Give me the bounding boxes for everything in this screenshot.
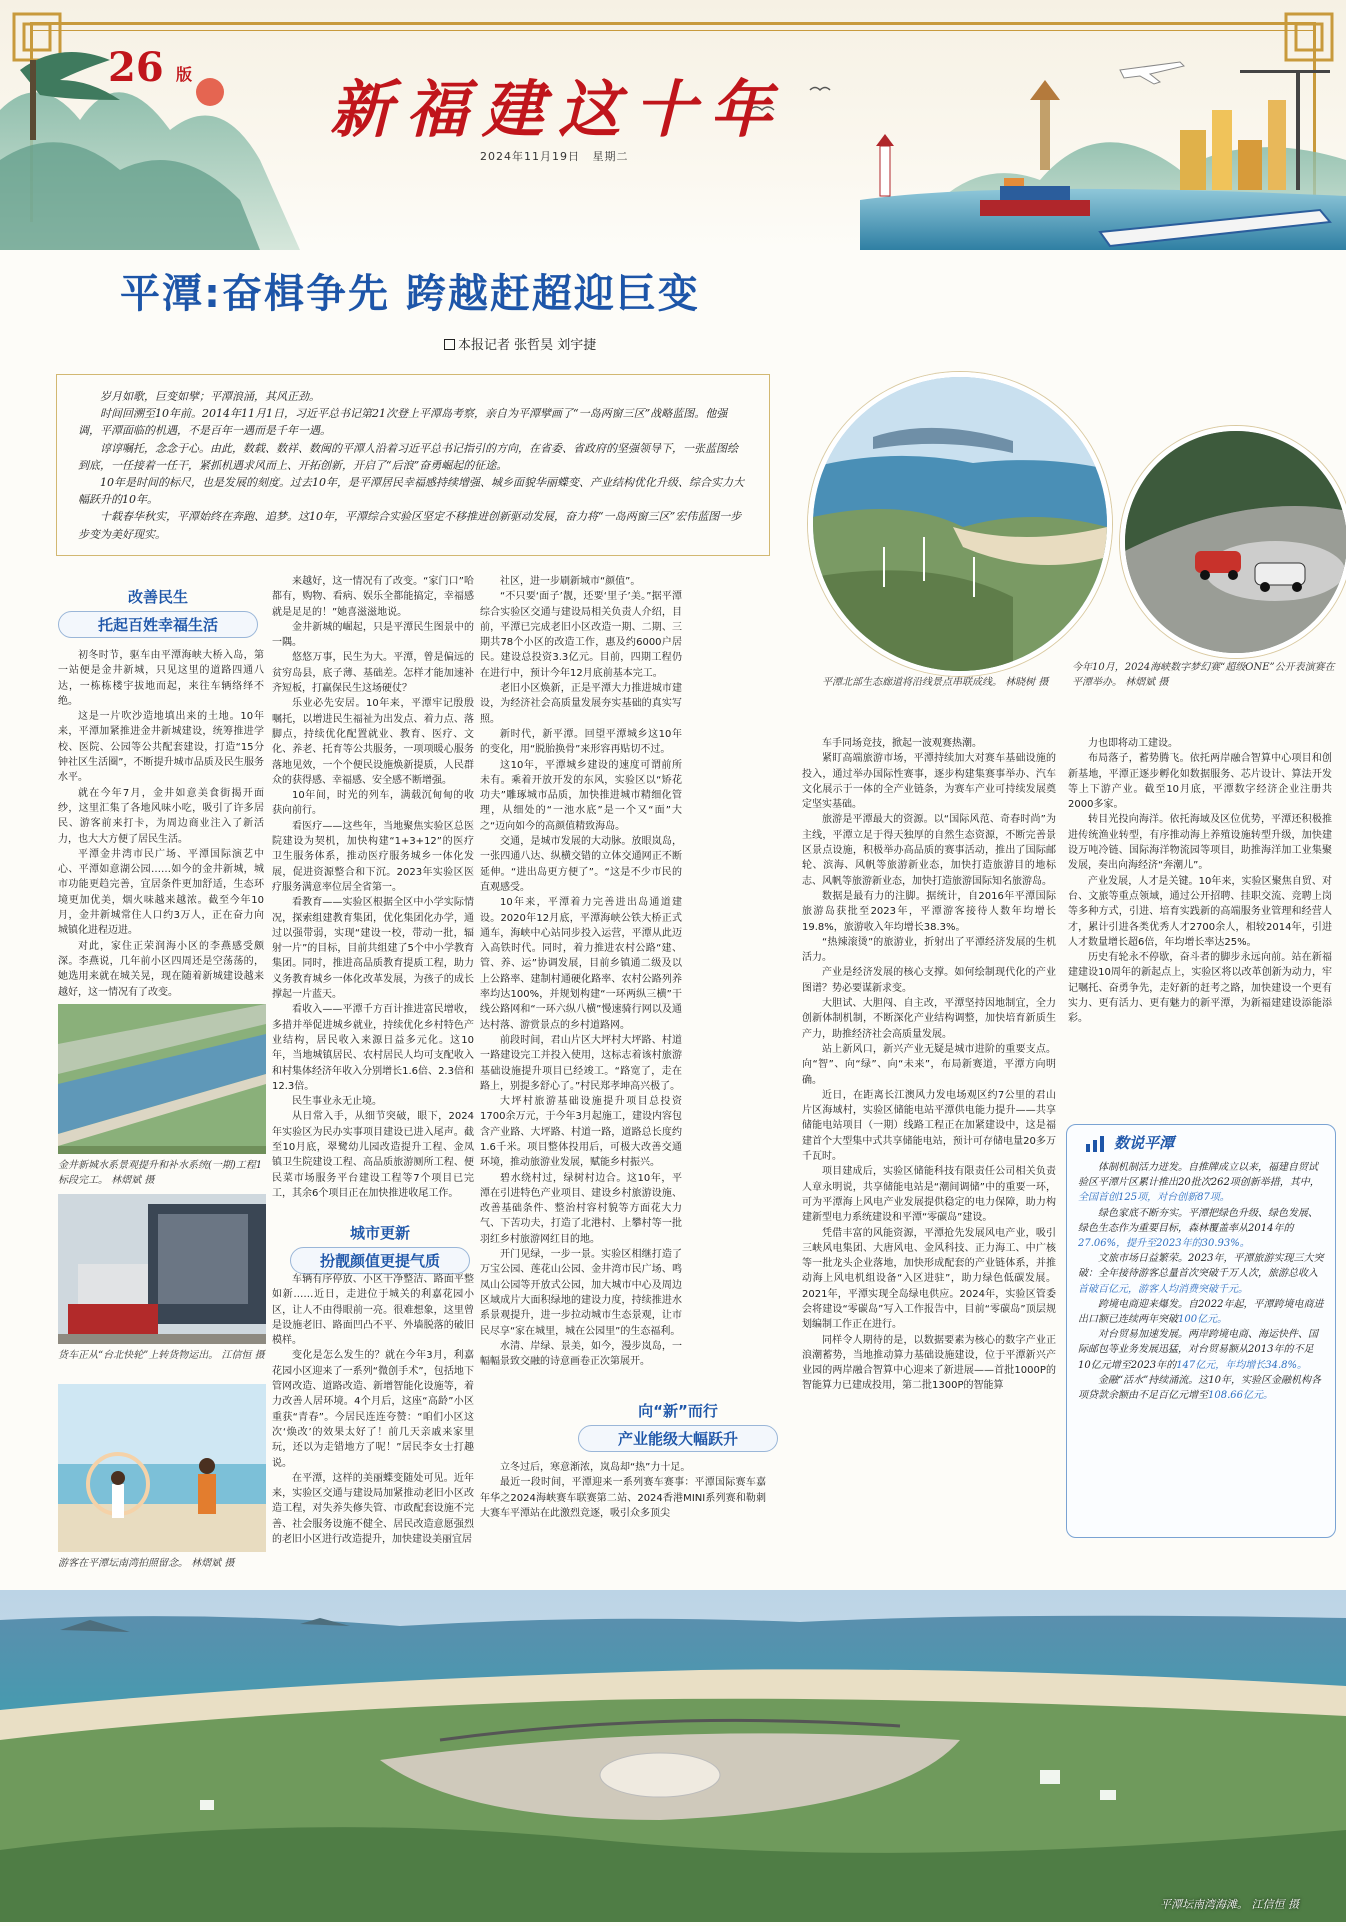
coastline-image (813, 377, 1107, 671)
body-paragraph: 力也即将动工建设。 (1088, 738, 1178, 749)
photo-caption: 货车正从“台北快轮”上转货物运出。 江信恒 摄 (58, 1350, 265, 1361)
body-paragraph: 产业是经济发展的核心支撑。如何绘制现代化的产业图谱？势必要谋新求变。 (802, 967, 1056, 994)
subhead-livelihood (58, 586, 258, 638)
body-paragraph: 就在今年7月，金井如意美食街揭开面纱，这里汇集了各地风味小吃，吸引了许多居民、游客前来打卡，为周边商业注入了新活力，也大大方便了居民生活。 (58, 787, 264, 845)
body-paragraph: 金井新城的崛起，只是平潭民生图景中的一隅。 (272, 621, 474, 649)
lead-paragraph: 岁月如歌，巨变如擘；平潭浪涌，其风正劲。 (100, 390, 320, 403)
column-4 (802, 736, 1056, 1554)
photo-caption: 平潭坛南湾海滩。 江信恒 摄 (1160, 1898, 1299, 1911)
headline: 平潭:奋楫争先 跨越赶超迎巨变 (120, 271, 700, 317)
photo-canal (58, 1004, 266, 1154)
photo-caption: 游客在平潭坛南湾拍照留念。 林熠斌 摄 (58, 1558, 235, 1569)
column-2-top (272, 574, 474, 1222)
issue-date: 2024年11月19日 (480, 150, 580, 163)
body-paragraph: 最近一段时间，平潭迎来一系列赛车赛事：平潭国际赛车嘉年华之2024海峡赛车联赛第二站、2024香港MINI系列赛和勒刺大赛车平潭站在此激烈竞逐，吸引众多顶尖 (480, 1477, 766, 1519)
section-title: 新福建这十年 (330, 73, 787, 146)
body-paragraph: 同样令人期待的是，以数据要素为核心的数字产业正浪潮蓄势，当地推动算力基础设施建设，位于平潭新兴产业园的两岸融合智算中心迎来了新进展——首批1000P的智能算力已建成投用，第二批1300P的智能算 (802, 1334, 1056, 1392)
page-number: 26 (108, 44, 164, 91)
photo-beach-tourists (58, 1384, 266, 1552)
data-highlight: 全国首创125项，对台创新87项。 (1078, 1192, 1230, 1204)
body-paragraph: 从日常入手，从细节突破，眼下，2024年实验区为民办实事项目建设已进入尾声。截至10月底，翠鹭幼儿园改造提升工程、金凤镇卫生院建设工程、高品质旅游厕所工程、便民菜市场服务平台建设工程等7个项目已完工，其余6个项目正在加快推进收尾工作。 (272, 1111, 474, 1199)
body-paragraph: 10年来，平潭着力完善进出岛通道建设。2020年12月底，平潭海峡公铁大桥正式通车，海峡中心站同步投入运营，平潭从此迈入高铁时代。同时，着力推进农村公路“建、管、养、运”协调发展，目前乡镇通二级及以上公路率、建制村通硬化路率、农村公路列养率均达100%，并规划构建“一环两纵三横”干线公路网和“一环六纵八横”慢速骑行网以及通达村落、游赏景点的乡村道路网。 (480, 897, 682, 1031)
data-item: 跨境电商迎来爆发。自2022年起，平潭跨境电商进出口额已连续两年突破100亿元。 (1078, 1298, 1324, 1326)
photo-panorama-bay (0, 1590, 1346, 1922)
body-paragraph: 变化是怎么发生的？就在今年3月，利嘉花园小区迎来了一系列“微创手术”，包括地下管网改造、道路改造、新增智能化设施等，着力改善人居环境。4个月后，这座“高龄”小区重获“青春”。今居民连连夸赞：“咱们小区这次‘焕改’的效果太好了！前几天亲戚来家里玩，还以为走错地方了呢！”居民李女士打趣说。 (272, 1350, 474, 1469)
body-paragraph: 这10年，平潭城乡建设的速度可谓前所未有。乘着开放开发的东风，实验区以“矫花功夫”雕琢城市品质，加快推进城市精细化管理，从细处的“一池水底”是一个又“面”大之“迈向如今的高颜值精致海岛。 (480, 759, 682, 832)
beach-image (58, 1384, 266, 1552)
body-paragraph: 在平潭，这样的美丽蝶变随处可见。近年来，实验区交通与建设局加紧推动老旧小区改造工程，对失养失修失管、市政配套设施不完善、社会服务设施不健全、居民改造意愿强烈的老旧小区进行改造提升，加快建设美丽宜居 (272, 1472, 474, 1546)
body-paragraph: 民生事业永无止境。 (292, 1096, 382, 1108)
body-paragraph: 来越好，这一情况有了改变。“家门口”哈都有，购物、看病、娱乐全都能搞定，幸福感就是足足的！”她喜滋滋地说。 (272, 576, 474, 618)
photo-caption: 今年10月，2024海峡数字梦幻赛“超级ONE”公开表演赛在平潭举办。 林熠斌 摄 (1072, 662, 1335, 688)
body-paragraph: 乐业必先安居。10年来，平潭牢记殷殷嘱托，以增进民生福祉为出发点、着力点、落脚点，持续优化配置就业、教育、医疗、文化、养老、托育等公共服务，一项项暖心服务落地见效，一个个便民设施焕新提质，人民群众的获得感、幸福感、安全感不断增强。 (272, 698, 474, 786)
lead-paragraph: 十载春华秋实，平潭始终在奔跑、追梦。这10年，平潭综合实验区坚定不移推进创新驱动发展，奋力将“一岛两窗三区”宏伟蓝图一步步变为美好现实。 (78, 510, 742, 541)
subhead-line2: 扮靓颜值更提气质 (290, 1247, 470, 1274)
body-paragraph: 老旧小区焕新，正是平潭大力推进城市建设，为经济社会高质量发展夯实基础的真实写照。 (480, 683, 682, 725)
photo-caption: 金井新城水系景观提升和补水系统(一期)工程1标段完工。 林熠斌 摄 (58, 1160, 263, 1186)
body-paragraph: 前段时间，君山片区大坪村大坪路、村道一路建设完工并投入使用，这标志着该村旅游基础设施提升项目已经竣工。“路宽了，走在路上，别提多舒心了。”村民郑孝坤高兴极了。 (480, 1034, 682, 1092)
body-paragraph: 水清、岸绿、景美，如今，漫步岚岛，一幅幅景致交融的诗意画卷正次第展开。 (480, 1340, 682, 1368)
body-paragraph: 数据是最有力的注脚。据统计，自2016年平潭国际旅游岛获批至2023年，平潭游客接待人数年均增长19.8%，旅游收入年均增长38.3%。 (802, 890, 1056, 933)
date-line (480, 148, 637, 164)
body-paragraph: 对此，家住正荣润海小区的李燕感受颇深。李燕说，几年前小区四周还是空荡荡的，她选用来就在城关晃，现在随着新城建设越来越好，这一情况有了改变。 (58, 940, 264, 998)
data-item: 文旅市场日益繁荣。2023年，平潭旅游实现三大突破：全年接待游客总量首次突破千万人次，旅游总收入首破百亿元，游客人均消费突破千元。 (1078, 1253, 1324, 1295)
body-paragraph: 碧水绕村过，绿树村边合。这10年，平潭在引进特色产业项目、建设乡村旅游设施、改善基础条件、整治村容村貌等方面花大力气、下苦功夫，打造了北港村、上攀村等一批羽红乡村旅游网红目的地。 (480, 1172, 682, 1245)
byline-box-icon (444, 339, 455, 350)
subhead-line1: 改善民生 (127, 588, 188, 606)
subhead-line1: 城市更新 (349, 1224, 410, 1242)
data-box-title: 数说平潭 (1114, 1134, 1175, 1152)
body-paragraph: 历史有轮永不停歇，奋斗者的脚步永远向前。站在新福建建设10周年的新起点上，实验区将以改革创新为动力，牢记嘱托、奋勇争先，走好新的赶考之路，加快建设一个更有实力、更有活力、更有魅力的新平潭，为新福建建设添能添彩。 (1068, 952, 1332, 1025)
body-paragraph: 产业发展，人才是关键。10年来，实验区聚焦自贸、对台、文旅等重点领域，通过公开招聘、挂职交流、竞聘上岗等多种方式，引进、培育实践新的高端服务业管理和经营人才，累计引进各类优秀人才2700余人，相较2014年，引进人才数量增长超6倍，年均增长率达25%。 (1068, 875, 1332, 948)
byline-text: 本报记者 张哲昊 刘宇捷 (458, 338, 597, 353)
lead-paragraphs (78, 388, 746, 543)
data-item: 绿色家底不断夯实。平潭把绿色升级、绿色发展、绿色生态作为重要目标，森林覆盖率从2014年的27.06%，提升至2023年的30.93%。 (1078, 1207, 1318, 1250)
body-paragraph: 旅游是平潭最大的资源。以“国际风范、奇春时尚”为主线，平潭立足于得天独厚的自然生态资源，不断完善景区景点设施，积极举办高品质的赛事活动，推出了国际邮轮、滨海、风帆等旅游新业态，加快打造旅游目的地标志、风帆等旅游新业态，加快打造旅游国际知名旅游岛。 (802, 814, 1056, 887)
data-item: 对台贸易加速发展。两岸跨境电商、海运快件、国际邮包等业务发展迅猛，对台贸易额从2013年的不足10亿元增至2023年的147亿元，年均增长34.8%。 (1078, 1329, 1318, 1371)
body-paragraph: 近日，在距离长江澳风力发电场观区约7公里的君山片区海域村，实验区储能电站平潭供电能力提升——共享储能电站项目（一期）线路工程正在加紧建设中，这是福建首个大型集中式共享储能电站，预计可存储电量20多万千瓦时。 (802, 1089, 1056, 1163)
subhead-industry (578, 1400, 778, 1452)
body-paragraph: 紧盯高端旅游市场，平潭持续加大对赛车基础设施的投入，通过举办国际性赛事，逐步构建集赛事举办、汽车文化展示于一体的全产业链条，为赛车产业可持续发展奠定坚实基础。 (802, 753, 1056, 811)
column-1 (58, 648, 264, 1000)
data-highlight: 首破百亿元，游客人均消费突破千元。 (1078, 1283, 1248, 1295)
lead-paragraph: 时间回溯至10年前。2014年11月1日，习近平总书记第21次登上平潭岛考察，亲自为平潭擘画了“一岛两窗三区”战略蓝图。他强调，平潭面临的机遇，不是百年一遇而是千年一遇。 (78, 407, 728, 438)
body-paragraph: 转目光投向海洋。依托海域及区位优势，平潭还积极推进传统渔业转型，有序推动海上养殖设施转型升级，加快建设万吨冷链、国际海洋物流园等项目，助推海洋加工业集聚发展，奏出向海经济“奔潮儿”。 (1068, 814, 1332, 872)
data-highlight: 108.66亿元。 (1208, 1390, 1273, 1402)
column-3-top (480, 574, 682, 1412)
byline (444, 334, 596, 353)
column-2-bottom (272, 1272, 474, 1554)
subhead-urban-renewal (290, 1222, 470, 1274)
cargo-image (58, 1194, 266, 1344)
racing-image (1125, 431, 1346, 653)
column-5 (1068, 736, 1332, 1116)
body-paragraph: 车手同场竞技，掀起一波观赛热潮。 (822, 738, 982, 749)
body-paragraph: 10年间，时光的列车，满载沉甸甸的收获向前行。 (272, 790, 474, 817)
body-paragraph: 立冬过后，寒意渐浓，岚岛却“热”力十足。 (500, 1462, 691, 1473)
panorama-image (0, 1590, 1346, 1922)
body-paragraph: 布局落子，蓄势腾飞。依托两岸融合智算中心项目和创新基地，平潭正逐步孵化如数据服务、芯片设计、算法开发等上下游产业。截至10月底，平潭数字经济企业注册共2000多家。 (1068, 753, 1332, 811)
body-paragraph: 平潭金井湾市民广场、平潭国际演艺中心、平潭如意湖公园……如今的金井新城，城市功能更趋完善，宜居条件更加舒适，生态环境更加优美，烟火味越来越浓。截至今年10月，金井新城常住人口约3万人，正在奋力向城镇化进程迈进。 (58, 848, 264, 937)
page-number-suffix: 版 (176, 65, 193, 84)
body-paragraph: 站上新风口，新兴产业无疑是城市进阶的重要支点。向“智”、向“绿”、向“未来”，布局新赛道，平潭方向明确。 (802, 1043, 1056, 1086)
photo-cargo-ship (58, 1194, 266, 1344)
subhead-line1: 向“新”而行 (638, 1402, 718, 1420)
body-paragraph: 悠悠万事，民生为大。平潭，曾是偏远的贫穷岛县，底子薄、基础差。怎样才能加速补齐短板，打赢保民生这场硬仗？ (272, 652, 474, 695)
subhead-line2: 托起百姓幸福生活 (58, 611, 258, 638)
data-highlight: 147亿元，年均增长34.8%。 (1176, 1359, 1308, 1371)
body-paragraph: 大坪村旅游基础设施提升项目总投资1700余万元，于今年3月起施工，建设内容包含产业路、大坪路、村道一路，道路总长度约1.6千米。项目整体投用后，可极大改善交通环境，推动旅游业发展，赋能乡村振兴。 (480, 1096, 682, 1169)
column-3-bottom (480, 1460, 766, 1554)
body-paragraph: 这是一片吹沙造地填出来的土地。10年来，平潭加紧推进金井新城建设，统筹推进学校、医院、公园等公共配套建设，打造“15分钟社区生活圈”，不断提升城市品质及民生服务水平。 (58, 711, 264, 784)
body-paragraph: 看教育——实验区根据全区中小学实际情况，探索组建教育集团，优化集团化办学，通过以强带弱，实现“建设一校，带动一批，辐射一片”的目标，目前共组建了5个中小学教育集团。同时，推进高品质教育提质工程，助力义务教育城乡一体化改革发展，为孩子的成长撑起一片蓝天。 (272, 897, 474, 1001)
body-paragraph: 社区，进一步刷新城市“颜值”。 (500, 576, 641, 587)
chart-icon (1084, 1134, 1108, 1154)
body-paragraph: 交通，是城市发展的大动脉。放眼岚岛，一张四通八达、纵横交错的立体交通网正不断延伸。“进出岛更方便了”。“这是不少市民的直观感受。 (480, 836, 682, 893)
issue-weekday: 星期二 (592, 150, 629, 163)
body-paragraph: 看医疗——这些年，当地聚焦实验区总医院建设为契机，加快构建“1+3+12”的医疗卫生服务体系，推动医疗服务城乡一体化发展，促进资源整合和下沉。2023年实验区医疗服务满意率位居全省第一。 (272, 820, 474, 893)
body-paragraph: 看收入——平潭千方百计推进富民增收，多措并举促进城乡就业，持续优化乡村特色产业结构，居民收入来源日益多元化。这10年，当地城镇居民、农村居民人均可支配收入和村集体经济年收入分别增长1.6倍、2.3倍和12.3倍。 (272, 1004, 474, 1092)
subhead-line2: 产业能级大幅跃升 (578, 1425, 778, 1452)
body-paragraph: 新时代，新平潭。回望平潭城乡这10年的变化，用“脱胎换骨”来形容再贴切不过。 (480, 728, 682, 756)
body-paragraph: 车辆有序停放、小区干净整洁、路面平整如新……近日，走进位于城关的利嘉花园小区，让人不由得眼前一亮。很难想象，这里曾是设施老旧、路面凹凸不平、外墙脱落的破旧模样。 (272, 1274, 474, 1347)
body-paragraph: “不只要‘面子’靓，还要‘里子’美。”据平潭综合实验区交通与建设局相关负责人介绍，目前，平潭已完成老旧小区改造一期、二期、三期共78个小区的改造工作，惠及约6000户居民。建设总投资3.3亿元。目前，四期工程仍在进行中，预计今年12月底前基本完工。 (480, 591, 682, 679)
body-paragraph: 开门见绿，一步一景。实验区相继打造了万宝公园、莲花山公园、金井湾市民广场、鸣凤山公园等开放式公园，加大城市中心及周边区域成片大面积绿地的建设力度，持续推进水系景观提升，进一步拉动城市生态景观，让市民尽享“家在城里，城在公园里”的生态福利。 (480, 1249, 682, 1337)
photo-caption: 平潭北部生态廊道将沿线景点串联成线。 林晓树 摄 (822, 677, 1049, 688)
data-highlight: 100亿元。 (1178, 1314, 1228, 1326)
lead-paragraph: 谆谆嘱托，念念于心。由此，数载、数祥、数闽的平潭人沿着习近平总书记指引的方向，在省委、省政府的坚强领导下，一张蓝图绘到底，一任接着一任干，紧抓机遇求风而上、开拓创新，开启了“后浪”奋勇崛起的征途。 (78, 441, 738, 472)
data-item: 金融“活水”持续涌流。这10年，实验区金融机构各项贷款余额由不足百亿元增至108.66亿元。 (1078, 1374, 1321, 1402)
data-box-body (1078, 1160, 1324, 1403)
data-item: 体制机制活力迸发。自推牌成立以来，福建自贸试验区平潭片区累计推出20批次262项创新举措，其中，全国首创125项，对台创新87项。 (1078, 1162, 1320, 1204)
canal-image (58, 1004, 266, 1154)
lead-paragraph: 10年是时间的标尺，也是发展的刻度。过去10年，是平潭居民幸福感持续增强、城乡面貌华丽蝶变、产业结构优化升级、综合实力大幅跃升的10年。 (78, 476, 744, 507)
data-highlight: 27.06%，提升至2023年的30.93%。 (1078, 1238, 1250, 1250)
body-paragraph: 初冬时节，驱车由平潭海峡大桥入岛，第一站便是金井新城，只见这里的道路四通八达，一栋栋楼宇拔地而起，来往车辆络绎不绝。 (58, 650, 264, 707)
photo-racing-cars (1120, 426, 1346, 658)
body-paragraph: 凭借丰富的风能资源，平潭抢先发展风电产业，吸引三峡风电集团、大唐风电、金风科技、正力海工、中广核等一批龙头企业落地，加快形成配套的产业链体系，并推动海上风电机组设备“入区进驻”，助力绿色低碳发展。2021年，平潭实现全岛绿电供应。2024年，实验区管委会将建设“零碳岛”写入工作报告中，目前“零碳岛”顶层规划编制工作正在进行。 (802, 1227, 1056, 1331)
photo-coastline-aerial (808, 372, 1112, 676)
body-paragraph: 项目建成后，实验区储能科技有限责任公司相关负责人章永明说，共享储能电站是“潮间调储”中的重要一环，可为平潭海上风电产业发展提供稳定的电力保障，助力构建新型电力系统建设和平潭“零碳岛”建设。 (802, 1166, 1056, 1224)
masthead (0, 0, 1346, 250)
body-paragraph: “热辣滚烫”的旅游业，折射出了平潭经济发展的生机活力。 (802, 936, 1056, 964)
body-paragraph: 大胆试、大胆闯、自主改，平潭坚持因地制宜，全力创新体制机制，不断深化产业结构调整，加快培育新质生产力，助推经济社会高质量发展。 (802, 998, 1056, 1040)
